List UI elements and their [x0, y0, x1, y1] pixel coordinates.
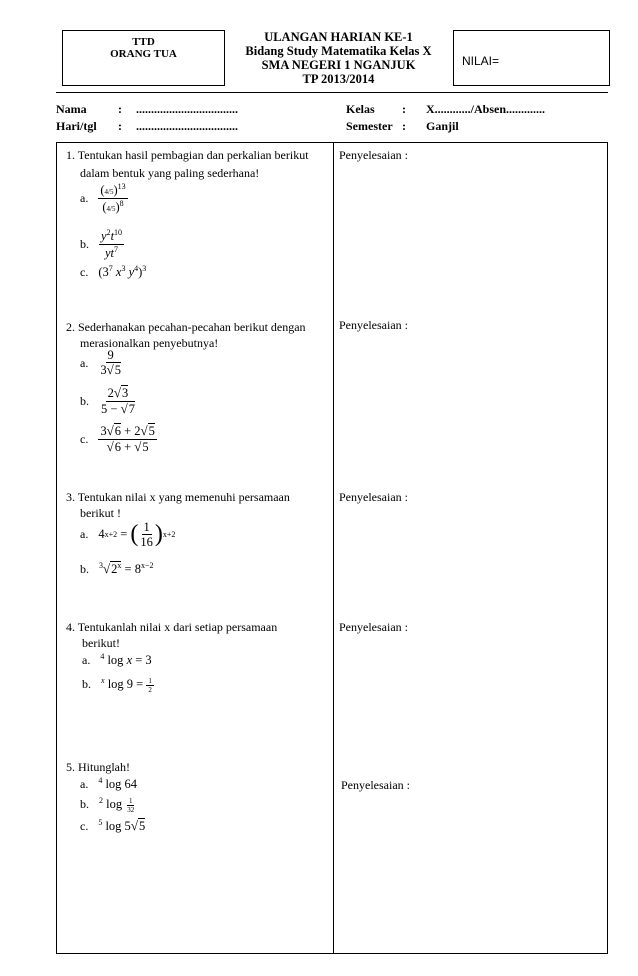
q1-b [80, 228, 124, 260]
solution-label-1: Penyelesaian : [339, 148, 408, 162]
q1-a-label: a. [80, 190, 89, 205]
q3-line2: berikut ! [80, 506, 121, 520]
q1-line2: dalam bentuk yang paling sederhana! [80, 166, 260, 180]
q2-c-expression: $\frac{3√6 + 2√5}{√6 + √5}$ [100, 423, 155, 454]
q5-c [80, 818, 145, 834]
q1-a [80, 182, 128, 214]
ttd-line2: ORANG TUA [110, 48, 177, 60]
semester-label: Semester [346, 119, 393, 133]
q5-a-expression: $^4$ log 64 [98, 776, 138, 792]
nama-label: Nama [56, 102, 87, 116]
column-divider [333, 142, 334, 954]
hari-label: Hari/tgl [56, 119, 97, 133]
q2-a-expression: $\frac{9}{3√5}$ [100, 348, 121, 378]
student-info [56, 101, 616, 135]
title-line2: Bidang Study Matematika Kelas X [245, 44, 432, 58]
q2-c-label: c. [80, 431, 89, 446]
q2-a [80, 348, 123, 378]
kelas-colon: : [402, 102, 406, 116]
title-line3: SMA NEGERI 1 NGANJUK [261, 58, 416, 72]
q2-b [80, 386, 137, 417]
q4-b-label: b. [82, 677, 91, 692]
hari-colon: : [118, 119, 122, 133]
q2-c [80, 424, 157, 455]
q5-b-label: b. [80, 797, 89, 812]
q1-c [80, 264, 146, 280]
nilai-label: NILAI= [462, 54, 500, 68]
solution-label-3: Penyelesaian : [339, 490, 408, 504]
nilai-box [453, 30, 610, 86]
q5-line1: 5. Hitunglah! [66, 760, 130, 774]
q5-a [80, 776, 137, 792]
q5-b [80, 796, 136, 814]
ttd-line1: TTD [132, 36, 155, 48]
q5-a-label: a. [80, 776, 89, 791]
kelas-label: Kelas [346, 102, 375, 116]
q2-b-expression: $\frac{2√3}{5 - √7}$ [101, 385, 135, 416]
q1-b-expression: $\frac{y^2t^{10}}{yt^7}$ [101, 228, 123, 260]
ttd-box [62, 30, 225, 86]
nama-value: .................................. [136, 102, 238, 116]
q3-a-expression: 4 x+2 = ( $\frac{1}{16}$ ) x+2 [98, 520, 176, 550]
q5-b-expression: $^2$ log $\frac{1}{32}$ [99, 796, 135, 814]
semester-value: Ganjil [426, 119, 459, 133]
q4-a-label: a. [82, 652, 91, 667]
title-line4: TP 2013/2014 [302, 72, 375, 86]
q4-a [82, 652, 152, 668]
q3-a-label: a. [80, 527, 89, 542]
q3-line1: 3. Tentukan nilai x yang memenuhi persamaan [66, 490, 290, 504]
q3-b [80, 561, 153, 577]
q1-line1: 1. Tentukan hasil pembagian dan perkalian berikut [66, 148, 309, 162]
q3-a [80, 520, 175, 550]
q1-c-label: c. [80, 264, 89, 279]
solution-label-4: Penyelesaian : [339, 620, 408, 634]
q5-c-label: c. [80, 818, 89, 833]
q2-a-label: a. [80, 355, 89, 370]
header-divider [56, 92, 608, 93]
q4-line1: 4. Tentukanlah nilai x dari setiap persamaan [66, 620, 278, 634]
q1-b-label: b. [80, 236, 89, 251]
q4-a-expression: $^4$ log x = 3 [100, 652, 152, 668]
q4-b [82, 676, 154, 694]
q4-b-expression: $^x$ log 9 = $\frac{1}{2}$ [101, 676, 152, 694]
q1-c-expression: ($3^7$ $x^3$ $y^4)^3$ [98, 264, 147, 280]
q1-a-expression: $\frac{(4/5)^{13}}{(4/5)^8}$ [100, 182, 126, 214]
q2-b-label: b. [80, 393, 89, 408]
semester-colon: : [402, 119, 406, 133]
solution-label-2: Penyelesaian : [339, 318, 408, 332]
q3-b-label: b. [80, 561, 89, 576]
kelas-value: X............/Absen............. [426, 102, 546, 116]
q4-line2: berikut! [82, 636, 120, 650]
solution-label-5: Penyelesaian : [341, 778, 410, 792]
q3-b-expression: $^3√2^x = 8^{x-2}$ [99, 561, 154, 577]
q2-line1: 2. Sederhanakan pecahan-pecahan berikut dengan [66, 320, 306, 334]
q5-c-expression: $^5$ log 5√5 [98, 818, 146, 834]
hari-value: .................................. [136, 119, 238, 133]
q2-line2: merasionalkan penyebutnya! [80, 336, 219, 350]
nama-colon: : [118, 102, 122, 116]
title-line1: ULANGAN HARIAN KE-1 [264, 30, 413, 44]
exam-title [225, 30, 452, 86]
